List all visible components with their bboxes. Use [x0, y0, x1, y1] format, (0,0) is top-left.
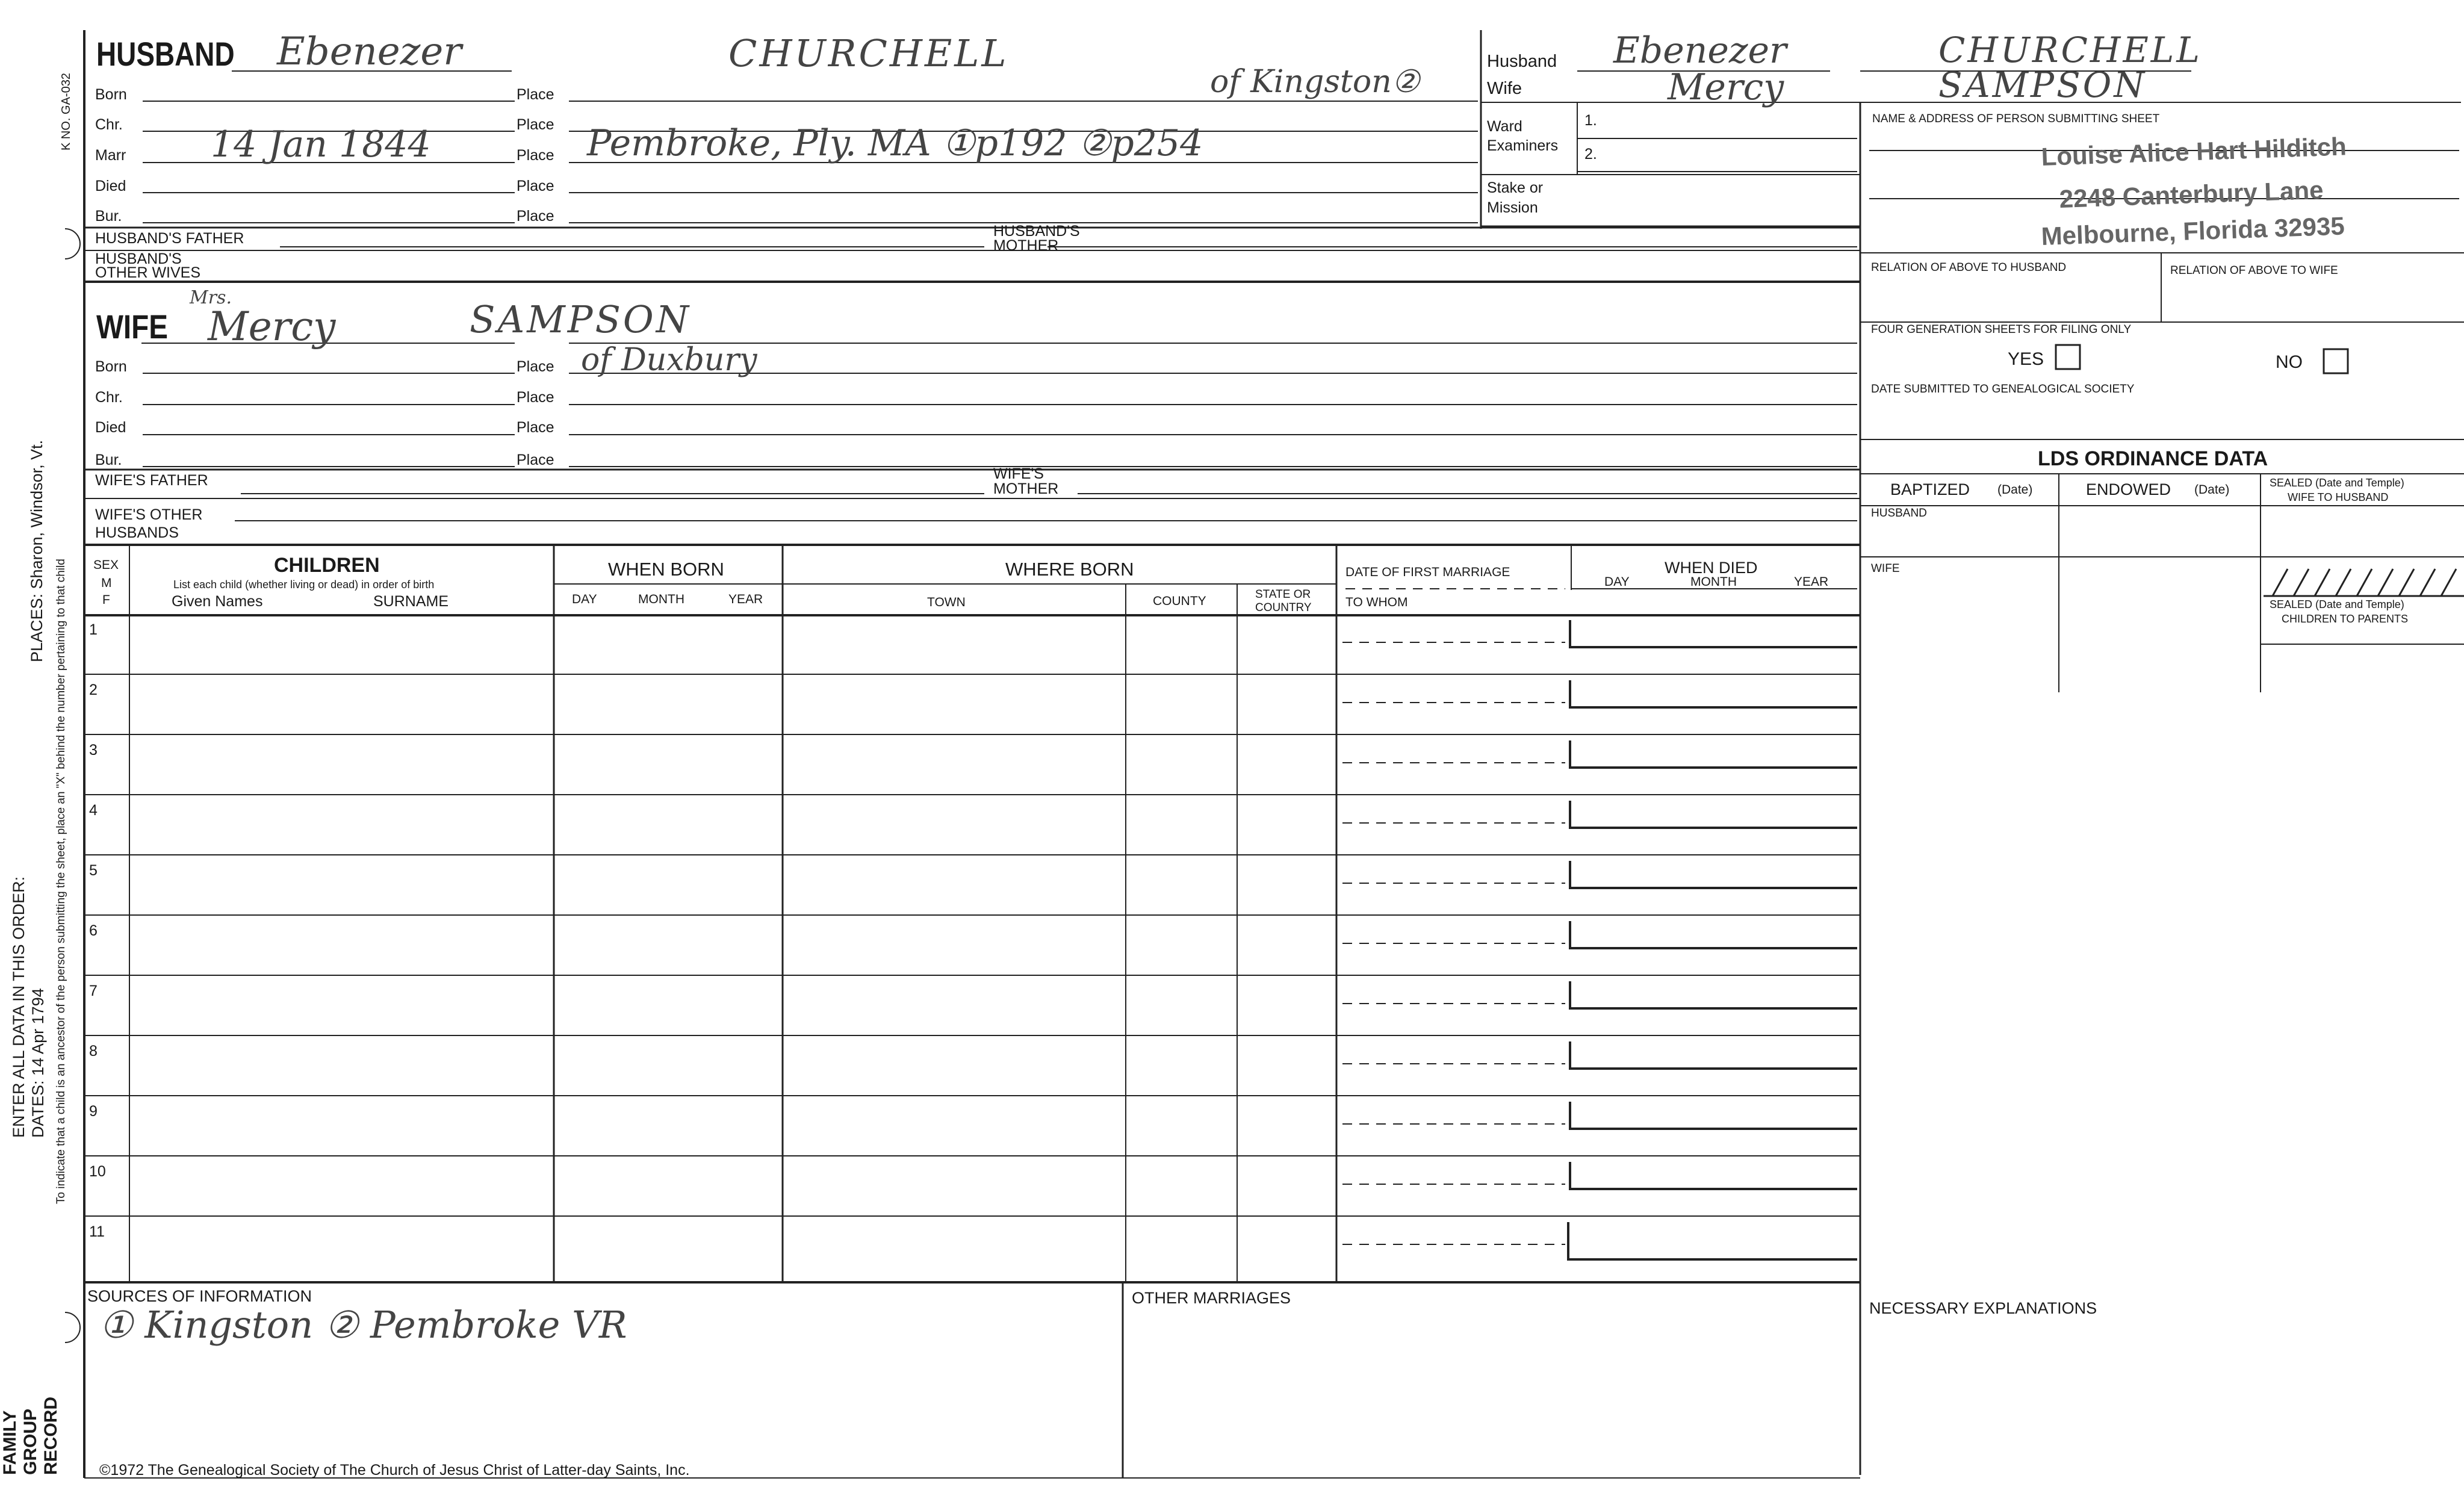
other-wives-label-1: HUSBAND'S	[95, 250, 182, 267]
necessary-explanations-label: NECESSARY EXPLANATIONS	[1869, 1299, 2097, 1317]
county-label: COUNTY	[1153, 594, 1206, 608]
husband-born-label: Born	[95, 86, 127, 103]
mission-label: Mission	[1487, 199, 1538, 216]
born-year-label: YEAR	[728, 592, 763, 606]
baptized-label: BAPTIZED	[1890, 480, 1970, 498]
wife-died-label: Died	[95, 419, 126, 436]
children-heading: CHILDREN	[274, 554, 380, 577]
other-husbands-label-1: WIFE'S OTHER	[95, 506, 203, 523]
ward-label: Ward	[1487, 118, 1522, 135]
right-wife-given: Mercy	[1668, 66, 1784, 108]
dates-note: DATES: 14 Apr 1794	[29, 988, 47, 1138]
date-submitted-label: DATE SUBMITTED TO GENEALOGICAL SOCIETY	[1871, 383, 2135, 396]
state-label-1: STATE OR	[1255, 588, 1311, 601]
first-marriage-label: DATE OF FIRST MARRIAGE	[1345, 565, 1510, 579]
wife-title-note: Mrs.	[190, 287, 232, 308]
record-title-family: FAMILY	[0, 1410, 20, 1475]
husband-bur-place-label: Place	[517, 208, 554, 225]
relation-to-wife-label: RELATION OF ABOVE TO WIFE	[2170, 264, 2338, 277]
husband-born-place-label: Place	[517, 86, 554, 103]
sealed-wife-label-1: SEALED (Date and Temple)	[2270, 477, 2404, 489]
sealed-children-label-1: SEALED (Date and Temple)	[2270, 598, 2404, 610]
examiners-label: Examiners	[1487, 137, 1559, 154]
yes-checkbox[interactable]	[2056, 345, 2080, 369]
lds-husband-label: HUSBAND	[1871, 507, 1927, 520]
record-title-group: GROUP	[20, 1408, 40, 1475]
wife-bur-label: Bur.	[95, 452, 122, 468]
four-generation-label: FOUR GENERATION SHEETS FOR FILING ONLY	[1871, 323, 2132, 336]
wife-born-place-label: Place	[517, 358, 554, 375]
no-checkbox[interactable]	[2324, 349, 2348, 373]
wife-born-label: Born	[95, 358, 127, 375]
child-row-number: 5	[89, 862, 98, 879]
state-label-2: COUNTRY	[1255, 601, 1312, 614]
husband-heading: HUSBAND	[96, 35, 235, 73]
wife-died-place-label: Place	[517, 419, 554, 436]
to-whom-label: TO WHOM	[1345, 595, 1408, 609]
right-husband-label: Husband	[1487, 52, 1557, 71]
husband-chr-place-label: Place	[517, 116, 554, 133]
stake-label: Stake or	[1487, 179, 1544, 196]
husbands-mother-label-1: HUSBAND'S	[993, 223, 1080, 240]
sex-label: SEX	[93, 558, 119, 572]
lds-wife-label: WIFE	[1871, 562, 1900, 575]
sources-label: SOURCES OF INFORMATION	[87, 1287, 312, 1305]
baptized-date-label: (Date)	[1997, 483, 2033, 497]
right-husband-given: Ebenezer	[1613, 29, 1787, 72]
examiner-1-label: 1.	[1584, 112, 1597, 129]
other-wives-label-2: OTHER WIVES	[95, 264, 201, 281]
sources-value: ① Kingston ② Pembroke VR	[99, 1303, 627, 1347]
yes-label: YES	[2008, 349, 2044, 369]
child-row-number: 2	[89, 681, 98, 698]
husbands-mother-label-2: MOTHER	[993, 237, 1059, 254]
submitter-street: 2248 Canterbury Lane	[2058, 175, 2324, 213]
town-label: TOWN	[927, 595, 966, 609]
child-row-number: 11	[89, 1223, 105, 1240]
no-label: NO	[2276, 352, 2303, 372]
copyright-notice: ©1972 The Genealogical Society of The Church of Jesus Christ of Latter-day Saints, Inc.	[99, 1462, 690, 1479]
record-title-record: RECORD	[41, 1396, 61, 1475]
child-row-number: 6	[89, 922, 98, 939]
husband-given-name: Ebenezer	[277, 29, 462, 74]
wifes-mother-label-1: WIFE'S	[993, 465, 1044, 482]
other-marriages-label: OTHER MARRIAGES	[1132, 1289, 1291, 1307]
wife-chr-label: Chr.	[95, 389, 123, 406]
husband-bur-label: Bur.	[95, 208, 122, 225]
died-year-label: YEAR	[1794, 575, 1829, 589]
husband-chr-label: Chr.	[95, 116, 123, 133]
born-day-label: DAY	[572, 592, 597, 606]
child-row-number: 1	[89, 621, 98, 638]
sealed-wife-label-2: WIFE TO HUSBAND	[2288, 491, 2389, 503]
marriage-date: 14 Jan 1844	[211, 123, 431, 166]
born-month-label: MONTH	[638, 592, 684, 606]
sealed-children-label-2: CHILDREN TO PARENTS	[2282, 613, 2409, 625]
examiner-2-label: 2.	[1584, 146, 1597, 163]
husband-residence: of Kingston②	[1210, 64, 1420, 100]
children-instruction: List each child (whether living or dead) in order of birth	[173, 579, 435, 591]
wifes-father-label: WIFE'S FATHER	[95, 472, 208, 489]
sex-f-label: F	[102, 593, 110, 607]
died-day-label: DAY	[1604, 575, 1630, 589]
wife-surname: SAMPSON	[470, 297, 692, 341]
child-row-number: 9	[89, 1103, 98, 1120]
husband-died-place-label: Place	[517, 178, 554, 194]
wife-bur-place-label: Place	[517, 452, 554, 468]
husband-surname: CHURCHELL	[728, 31, 1009, 75]
right-wife-label: Wife	[1487, 79, 1522, 98]
when-born-heading: WHEN BORN	[608, 559, 724, 580]
places-note: PLACES: Sharon, Windsor, Vt.	[28, 439, 46, 662]
wife-chr-place-label: Place	[517, 389, 554, 406]
wife-given-name: Mercy	[208, 303, 336, 350]
surname-label: SURNAME	[373, 593, 449, 610]
relation-to-husband-label: RELATION OF ABOVE TO HUSBAND	[1871, 261, 2067, 274]
wife-heading: WIFE	[96, 308, 168, 346]
child-row-number: 4	[89, 802, 98, 819]
husband-marr-place-label: Place	[517, 147, 554, 164]
submitter-label: NAME & ADDRESS OF PERSON SUBMITTING SHEET	[1872, 113, 2160, 125]
sex-m-label: M	[101, 576, 112, 590]
submitter-name: Louise Alice Hart Hilditch	[2040, 132, 2347, 171]
child-row-number: 3	[89, 742, 98, 759]
husband-died-label: Died	[95, 178, 126, 194]
form-number: K NO. GA-032	[60, 73, 73, 151]
right-wife-surname: SAMPSON	[1938, 64, 2147, 105]
submitter-city: Melbourne, Florida 32935	[2040, 211, 2345, 250]
husbands-father-label: HUSBAND'S FATHER	[95, 230, 244, 247]
died-month-label: MONTH	[1690, 575, 1737, 589]
child-row-number: 7	[89, 982, 98, 999]
when-died-heading: WHEN DIED	[1665, 559, 1758, 577]
lds-heading: LDS ORDINANCE DATA	[2038, 447, 2268, 470]
enter-order-note: ENTER ALL DATA IN THIS ORDER:	[10, 876, 28, 1138]
child-row-number: 10	[89, 1163, 106, 1180]
wife-residence: of Duxbury	[581, 342, 757, 378]
given-names-label: Given Names	[172, 593, 263, 610]
marriage-place: Pembroke, Ply. MA ①p192 ②p254	[587, 122, 1203, 164]
where-born-heading: WHERE BORN	[1005, 559, 1134, 580]
husband-marr-label: Marr	[95, 147, 126, 164]
endowed-date-label: (Date)	[2194, 483, 2230, 497]
ancestor-instruction: To indicate that a child is an ancestor of the person submitting the sheet, place an "X" behind the number pertaining to that child	[55, 559, 67, 1204]
wifes-mother-label-2: MOTHER	[993, 480, 1059, 497]
other-husbands-label-2: HUSBANDS	[95, 524, 179, 541]
endowed-label: ENDOWED	[2086, 480, 2171, 498]
child-row-number: 8	[89, 1043, 98, 1060]
right-husband-surname: CHURCHELL	[1938, 29, 2202, 70]
